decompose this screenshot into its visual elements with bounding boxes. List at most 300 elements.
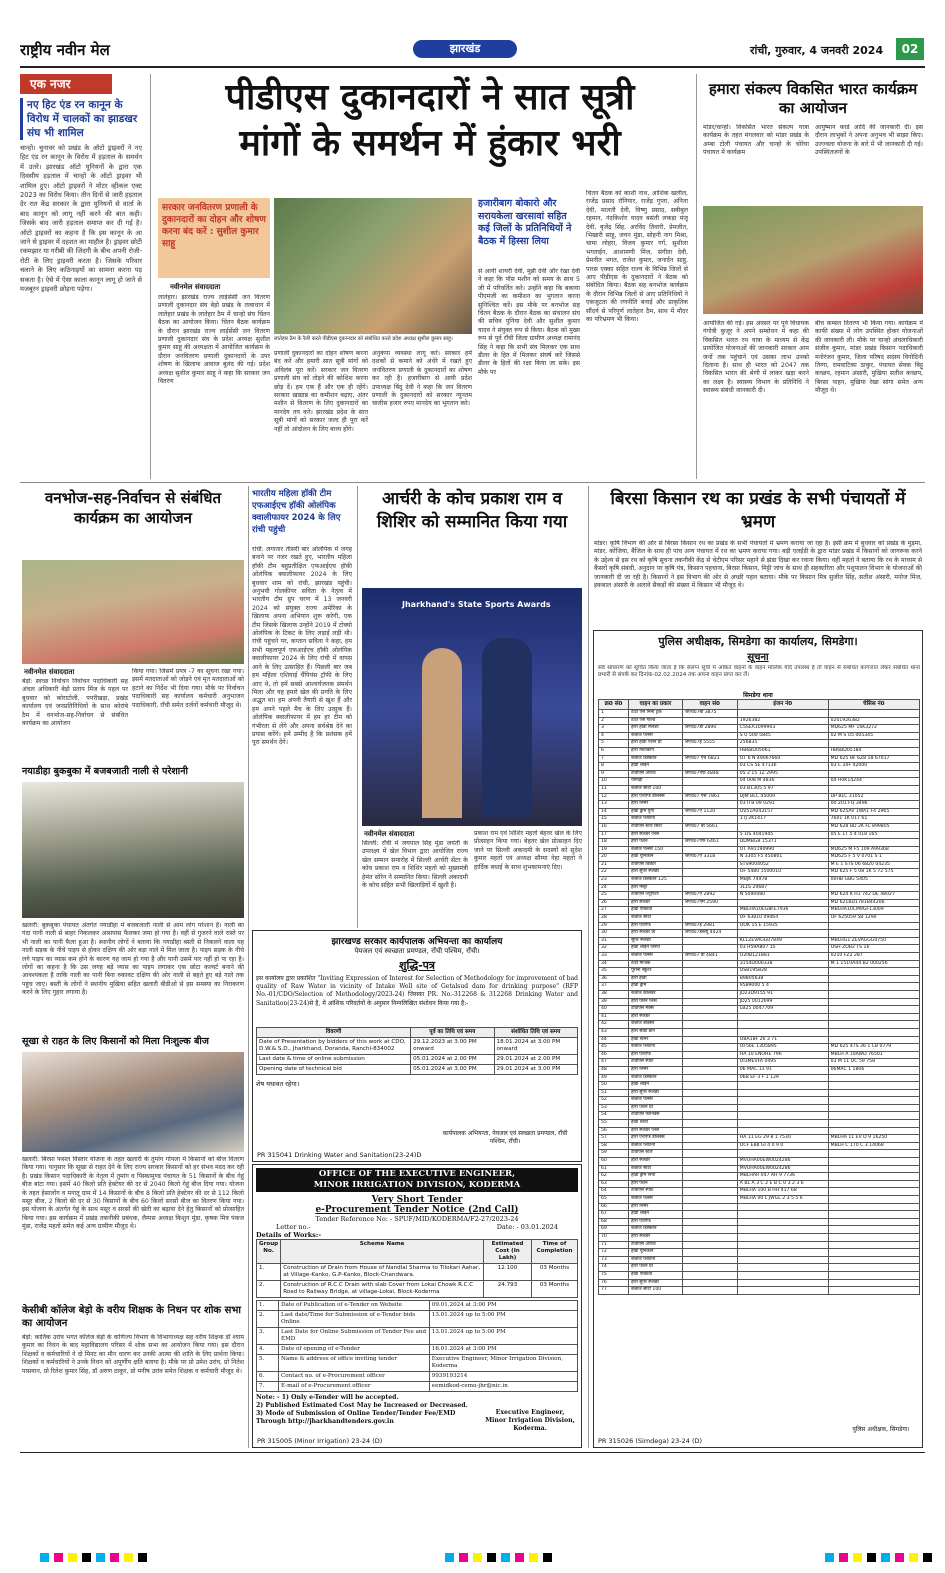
police-cell: 04 H0K14244 <box>828 778 919 786</box>
archery-banner: Jharkhand's State Sports Awards <box>402 600 551 609</box>
tender2-notes <box>256 1394 476 1426</box>
tender2-details: Details of Works:- <box>256 1231 322 1239</box>
police-cell <box>682 846 737 854</box>
police-cell <box>828 1006 919 1014</box>
police-cell: 76 <box>599 1279 629 1287</box>
police-cell: होंडा ड्रीम <box>629 983 683 991</box>
tender2-col: Time of Completion <box>532 1240 578 1264</box>
police-cell <box>828 1074 919 1082</box>
police-cell: 23 <box>599 877 629 885</box>
police-cell <box>828 975 919 983</box>
police-row <box>599 808 920 816</box>
police-sign: पुलिस अधीक्षक, सिमडेगा। <box>852 1426 910 1433</box>
police-cell <box>682 1120 737 1128</box>
police-cell: S U 500 5845 <box>737 732 828 740</box>
police-cell <box>682 907 737 915</box>
police-cell <box>682 1059 737 1067</box>
police-cell <box>737 930 828 938</box>
registration-swatch <box>501 1553 510 1562</box>
police-cell <box>737 1264 828 1272</box>
birsa-headline: बिरसा किसान रथ का प्रखंड के सभी पंचायतों में भ्रमण <box>610 489 906 532</box>
police-cell: टीवीएस स्टार <box>629 1150 683 1158</box>
police-cell: 26 <box>599 899 629 907</box>
police-cell <box>828 1256 919 1264</box>
police-cell <box>737 1112 828 1120</box>
police-cell: हीरो मेस्ट्रो <box>629 884 683 892</box>
police-row <box>599 1104 920 1112</box>
col5-body: चिंतन बैठक को काशी नाथ, आशिक खलील, राजेंद्र प्रसाद रॉनियार, राजेंद्र गुप्ता, अनिता देवी, मालती देवी, विष्णु प्रसाद, सबीबुल रहमान, नंदकिशोर यादव बसंती लकड़ा मंजू देवी, बृजेंद्र सिंह, अरविंद तिवारी, प्रेमजीत, भिखारी साहू, जयन मुंडा, सोहनी नाग मिश्रा, चामा लोहरा, विजय कुमार गर्ग, सुशीला भगताईन, आशामणी मिंज, संगीता देवी, प्रेमनीत भगत, राजेश कुमार, जनार्दन साहू, पारस एक्का सहित राज्य के विभिन्न जिलों से आए पीडीएस के दुकानदारों ने बैठक को संबोधित किया। बैठक सह बनभोज कार्यक्रम के दौरान विभिन्न जिलों से आए प्रतिनिधियों ने एकजुटता की रणनीति बनाई और प्राकृतिक सौंदर्य से परिपूर्ण लातेहार ठैम, साथ में मौदर का परिभ्रमण भी किया। <box>586 190 688 324</box>
registration-swatch <box>487 1553 496 1562</box>
police-row <box>599 892 920 900</box>
police-cell: यामाहा <box>629 778 683 786</box>
police-cell: टीवीएस अपाचे <box>629 770 683 778</box>
police-cell <box>682 1158 737 1166</box>
registration-swatch <box>445 1553 454 1562</box>
police-row <box>599 1287 920 1295</box>
police-cell: 68 <box>599 1218 629 1226</box>
police-cell <box>828 1249 919 1257</box>
tender2-schedule-cell: 4. <box>257 1345 279 1355</box>
police-row <box>599 968 920 976</box>
police-cell: 04 008 M 4836 <box>737 778 828 786</box>
lead-body-3: अनुकंपा व्यवस्था लागू करें। सरकार हमें दशकों से कमाने को अंधेरे में रखते हुए जनवितरण प्रणाली के दुकानदारों का शोषण कर रही है। हजारीबाग से आयी प्रदेश उपाध्यक्ष बिंदु देवी ने कहा कि जन वितरण प्रणाली के दुकानदारों को सरकार न्यूनतम चालीस हजार रुपए मानदेय का भुगतान करे। <box>372 350 472 408</box>
registration-swatch <box>895 1553 904 1562</box>
police-col: वाहन सं0 <box>682 700 737 710</box>
tender2-schedule-cell: 6. <box>257 1372 279 1382</box>
police-cell <box>737 1256 828 1264</box>
police-cell: हीरो स्प्लेंडर <box>629 1158 683 1166</box>
police-cell: 67 <box>599 1211 629 1219</box>
tender2-schedule <box>256 1300 578 1392</box>
college-headline: केसीबी कॉलेज बेड़ो के वरीय शिक्षक के निधन पर शोक सभा का आयोजन <box>22 1305 241 1329</box>
police-cell: M 1 1510A44 B2 000256 <box>828 960 919 968</box>
police-cell: जेएच07ई 2981 <box>682 922 737 930</box>
police-cell <box>828 770 919 778</box>
police-col: इंजन नं0 <box>737 700 828 710</box>
police-cell <box>828 1264 919 1272</box>
police-cell: 06 MAC 13 91 <box>737 1066 828 1074</box>
police-cell <box>737 1120 828 1128</box>
police-row <box>599 1089 920 1097</box>
police-cell: 2 <box>599 717 629 725</box>
police-row <box>599 922 920 930</box>
police-cell <box>828 1127 919 1135</box>
right-top-body-4: बीच कम्बल वितरण भी किया गया। कार्यक्रम में काफी संख्या में लोग उपस्थित होकर योजनाओं की जानकारी ली। मौके पर चान्हो अंचलाधिकारी संजीव कुमार, मांडर प्रखंड किसान पदाधिकारी मनोरंजन कुमार, जिला परिषद सदस्य विनोदिनी तिग्गा, रामवाटिका ठाकुर, पंचायत सेवक बिट्टू कच्छप, रहमान अंसारी, मुखिया सतीश कच्छप, बिरसा पाहन, मुखिया रेखा सांगा समेत अन्य मौजूद थे। <box>815 320 923 395</box>
police-row <box>599 1158 920 1166</box>
police-cell <box>828 1013 919 1021</box>
police-row <box>599 983 920 991</box>
police-row <box>599 953 920 961</box>
police-row <box>599 1256 920 1264</box>
police-cell: OOK 15 E 15935 <box>737 922 828 930</box>
police-cell: 60 <box>599 1158 629 1166</box>
registration-swatch <box>853 1553 862 1562</box>
police-cell <box>682 717 737 725</box>
police-row <box>599 839 920 847</box>
police-cell: HA 11 EG 29 8 1 7530 <box>737 1135 828 1143</box>
police-cell <box>828 922 919 930</box>
police-cell: 52 <box>599 1097 629 1105</box>
police-row <box>599 1066 920 1074</box>
police-cell: 32 <box>599 945 629 953</box>
tender2-schedule-cell: 1. <box>257 1301 279 1311</box>
police-row <box>599 1082 920 1090</box>
police-cell: MD625 M F5 109 A99368 <box>828 846 919 854</box>
police-cell: 20 <box>599 854 629 862</box>
police-cell: 65 <box>599 1196 629 1204</box>
police-row <box>599 1271 920 1279</box>
police-cell <box>682 960 737 968</box>
police-cell <box>682 1082 737 1090</box>
section-rule <box>20 482 925 483</box>
police-row <box>599 1226 920 1234</box>
police-row <box>599 1279 920 1287</box>
tender2-cell: 12.100 <box>484 1264 532 1281</box>
vanbhoj-byline: नवीनमेल संवाददाता <box>24 668 75 676</box>
police-cell: हीरो एचएफ डीलक्स <box>629 793 683 801</box>
police-cell <box>682 983 737 991</box>
police-cell: पुराना स्कूटर <box>629 968 683 976</box>
police-col: चेसिस नं0 <box>828 700 919 710</box>
police-cell: बजाज प्लेटिना <box>629 1256 683 1264</box>
tender2-office-banner <box>256 1168 578 1192</box>
tender2-schedule-cell: eemidkod-cemu-jhr@nic.in <box>429 1382 577 1392</box>
tender2-table <box>256 1239 578 1298</box>
police-row <box>599 945 920 953</box>
police-cell: JD23D9155 91 <box>737 990 828 998</box>
police-cell <box>682 1203 737 1211</box>
police-cell <box>737 1211 828 1219</box>
police-cell <box>682 801 737 809</box>
police-cell: हीरो पैशन प्रो <box>629 1104 683 1112</box>
police-cell <box>682 1074 737 1082</box>
tender2-schedule-cell: Contact no. of e-Procurement officer <box>279 1372 430 1382</box>
police-cell: जेएच07 बी 5661 <box>682 823 737 831</box>
police-cell: बजाज प्लेटिना <box>629 1044 683 1052</box>
registration-swatch <box>881 1553 890 1562</box>
police-row <box>599 1142 920 1150</box>
police-cell <box>682 945 737 953</box>
tender2-schedule-row <box>257 1345 578 1355</box>
registration-swatch <box>68 1553 77 1562</box>
police-cell: OV51A043157 <box>737 808 828 816</box>
police-cell: 5 1IS 4041945 <box>737 831 828 839</box>
police-row <box>599 1233 920 1241</box>
registration-swatch <box>54 1553 63 1562</box>
police-cell <box>682 884 737 892</box>
police-row <box>599 1196 920 1204</box>
police-cell <box>828 1241 919 1249</box>
police-cell: MD625 MF 16K3272 <box>828 725 919 733</box>
tender2-schedule-cell: 2. <box>257 1311 279 1328</box>
col-divider <box>588 486 589 1448</box>
police-cell: OT 6 N 49067660 <box>737 755 828 763</box>
police-row <box>599 1097 920 1105</box>
police-cell <box>737 1104 828 1112</box>
police-cell <box>682 1013 737 1021</box>
tender2-schedule-cell: 5. <box>257 1355 279 1372</box>
police-cell <box>828 990 919 998</box>
police-row <box>599 1135 920 1143</box>
bottom-rule <box>20 1452 925 1453</box>
police-cell: 50 <box>599 1082 629 1090</box>
police-cell: 7601 1K 017 61 <box>828 816 919 824</box>
police-intro: सर्व साधारण को सूचित किया जाता है कि संलग्न सूची में अंकित वाहनों के वाहन मालिक यदि उपलब्ध है तो वाहन से संबंधित कागजात लेकर संबंधित थाना प्रभारी से संपर्क कर दिनांक-02.02.2024 तक अपना वाहन प्राप्त कर लें। <box>598 665 920 679</box>
police-cell: MD 628 BD 2K FL 899805 <box>828 823 919 831</box>
police-cell: हीरो स्प्लेंडर प्रो <box>629 930 683 938</box>
police-row <box>599 960 920 968</box>
lead-byline: नवीनमेल संवाददाता <box>170 283 221 291</box>
police-cell <box>682 747 737 755</box>
police-cell <box>682 1173 737 1181</box>
police-cell: MBLH C 170 C 3 14068 <box>828 1142 919 1150</box>
police-cell: हीरो एचएफ <box>629 1051 683 1059</box>
tender2-cell: 1. <box>257 1264 281 1281</box>
police-row <box>599 1218 920 1226</box>
police-cell <box>828 1036 919 1044</box>
police-cell: 1 IJ 2K1417 <box>737 816 828 824</box>
tender2-schedule-cell: E-mail of e-Procurement officer <box>279 1382 430 1392</box>
police-cell: 22 <box>599 869 629 877</box>
registration-swatch <box>96 1553 105 1562</box>
registration-swatch <box>909 1553 918 1562</box>
tender2-col: Group No. <box>257 1240 281 1264</box>
police-row <box>599 1127 920 1135</box>
police-cell: MD 624 K H1 742 DE 48027 <box>828 892 919 900</box>
police-cell: OSB195828 <box>737 968 828 976</box>
police-cell <box>682 1044 737 1052</box>
right-top-body-2: आयुष्मान कार्ड आदि की जानकारी दी। इस दौरान लाभुकों ने अपना अनुभव भी साझा किए। उज्ज्वला योजना के बारे में भी जानकारी दी गई। उपस्थितजनों के <box>815 124 923 157</box>
police-cell <box>682 1180 737 1188</box>
police-cell: 36 <box>599 975 629 983</box>
police-cell: 30 <box>599 930 629 938</box>
police-cell <box>828 968 919 976</box>
police-cell: 1926382 <box>737 717 828 725</box>
police-cell: 40 <box>599 1006 629 1014</box>
police-cell: MVUHA00EW0024286 <box>737 1165 828 1173</box>
police-cell: 9 <box>599 770 629 778</box>
police-cell: MBLHA10EG8FE7936 <box>737 907 828 915</box>
tender2-note: Note: - 1) Only e-Tender will be accepted. <box>256 1394 399 1401</box>
police-cell: 38 <box>599 990 629 998</box>
section-label: झारखंड <box>413 40 517 58</box>
police-cell: 03 C 20F 42000 <box>828 763 919 771</box>
tender2-schedule-cell: Name & address of office inviting tender <box>279 1355 430 1372</box>
police-cell: 0210 FZ2 287 <box>828 953 919 961</box>
police-cell: 00HB GBG 5405 <box>828 877 919 885</box>
police-cell: OCF E88 GI 4 0 9 0 <box>737 1142 828 1150</box>
police-cell: बजाज प्लेटिना <box>629 816 683 824</box>
tender2-schedule-cell: 09.01.2024 at 3:00 PM <box>429 1301 577 1311</box>
police-cell: 256835 <box>737 740 828 748</box>
sidebar-body: चान्हो। चुनावर को प्रखंड के ऑटो ड्राइवरों ने नए हिट एंड रन कानून के विरोध में हड़ताल के समर्थन में उतरे। झारखंड ऑटो यूनियनों के द्वारा एक दिवसीय हड़ताल में चान्हो के ऑटो ड्राइवर भी शामिल हुए। ऑटो ड्राइवरों ने मोटर व्हीकल एक्ट 2023 का विरोध किया। तीन दिनों से जारी हड़ताल देर रात केंद्र सरकार के द्वारा यूनियनों से वार्ता के बाद कानून को लागू नहीं करने की बात कही। जिसके बाद जारी हड़ताल समाप्त कर दी गई है। ऑटो ड्राइवरों का कहना है कि इस कानून के आ जाने से ड्राइवर में दहशत का माहौल है। ड्राइवर छोटी रकमझार या गरीबी की जिंदगी के बीच अपनी रोजी-रोटी के लिए ड्राइवरी करता है। जिसके परिवार चलाने के लिए कठिनाइयों का सामना करना पड़ सकता है। ऐसे में ऐसा काला कानून लागू हो जाने से मजबूरन ड्राइवरी छोड़ना पड़ेगा। <box>20 144 142 294</box>
vanbhoj-headline: वनभोज-सह-निर्वाचन से संबंधित कार्यक्रम का आयोजन <box>44 489 222 527</box>
police-cell: MBLHG1 ZEVAGGG0750 <box>828 937 919 945</box>
tender2-schedule-row <box>257 1311 578 1328</box>
police-cell: OF 63810 09464 <box>737 915 828 923</box>
police-cell <box>828 930 919 938</box>
police-cell <box>682 831 737 839</box>
col-divider <box>150 74 151 479</box>
police-cell: N 3305 F5 450801 <box>737 854 828 862</box>
tender1-cell: 18.01.2024 at 3.00 PM onward <box>494 1038 577 1055</box>
police-cell: हीरो होंडा स्प्लेंडर <box>629 725 683 733</box>
police-cell: 59 <box>599 1150 629 1158</box>
police-cell: टीवीएस स्पोर्ट <box>629 1059 683 1067</box>
police-cell: 18 <box>599 839 629 847</box>
police-cell <box>828 1089 919 1097</box>
police-cell <box>828 1279 919 1287</box>
tender2-col: Scheme Name <box>281 1240 484 1264</box>
police-cell: 1 <box>599 710 629 718</box>
police-cell <box>828 1226 919 1234</box>
police-cell: जेएच07 डी 4841 <box>682 953 737 961</box>
police-cell: HB6BD05184 <box>828 747 919 755</box>
police-cell: M E 1 STS 06 6820 04235 <box>828 861 919 869</box>
police-cell: 6 <box>599 747 629 755</box>
police-cell <box>682 1211 737 1219</box>
vanbhoj-photo <box>22 560 244 664</box>
tender2-schedule-row <box>257 1382 578 1392</box>
right-top-body-3: आयोजित की गई। इस अवसर पर पूर्व विधायक गंगोत्री कुजूर ने अपने सम्बोधन में कहा की विकसित भारत रथ यात्रा के माध्यम से केंद्र प्रायोजित योजनाओं की जानकारी सरकार आम जनों तक पहुंचाने एवं उसका लाभ उनको दिलाना है। साथ ही भारत को 2047 तक विकसित भारत की श्रेणी में लाकर खड़ा करने का लक्ष्य है। स्वास्थ्य विभाग के प्रतिनिधि ने स्वास्थ्य संबंधी जानकारी दी। <box>703 320 809 395</box>
police-cell: हीरो ग्लैमर <box>629 1203 683 1211</box>
police-cell: 31 <box>599 937 629 945</box>
seeds-headline: सूखा से राहत के लिए किसानों को मिला निःशुल्क बीज <box>22 1036 209 1047</box>
police-cell <box>682 1135 737 1143</box>
police-row <box>599 793 920 801</box>
police-cell: 10 <box>599 778 629 786</box>
police-cell <box>828 1165 919 1173</box>
registration-swatch <box>138 1553 147 1562</box>
police-row <box>599 1028 920 1036</box>
police-cell: 11 <box>599 785 629 793</box>
police-cell: बजाज कैलिबर <box>629 990 683 998</box>
police-cell: MD 621BD1781B44206 <box>828 899 919 907</box>
tender2-cell: Construction of Drain from House of Nandlal Sharma to Tilokari Aahar, at Village-Kanko, G.P-Kanko, Block-Chandwara. <box>281 1264 484 1281</box>
tender1-subtitle: पेयजल एवं स्वच्छता प्रमण्डल, राँची पश्चिम, राँची। <box>354 947 480 955</box>
police-cell: MBLHA 00 L JWGL 2 3 5 5 6 <box>737 1196 828 1204</box>
tender1-body: इस कार्यालय द्वारा प्रकाशित "Inviting Expression of Interest for Selection of Methodology for improvement of bad quality of Raw Water in vicinity of Intake Well site of Getalsud dam for drinking purpose" (RFP No.-01/CDO/Selection of Methodology/2023-24) जिसका PR. No.-312268 & 312268 Drinking Water and Sanitation(23-24)से है, में आंशिक परिवर्तनों के अनुसार निम्नलिखित संशोधन किया गया है:- <box>256 975 578 1007</box>
archery-body-1: सिल्ली: राँची में जयपाल सिंह मुंडा जयंती के उपलक्ष्य में खेल विभाग द्वारा आयोजित राज्य खेल सम्मान समारोह में सिल्ली आर्चरी सेंटर के कोच प्रकाश राम व शिशिर महतो को मुख्यमंत्री हेमंत सोरेन ने सम्मानित किया। सिल्ली अकादमी के कोच सहित सभी खिलाड़ियों में खुशी है। <box>362 840 468 890</box>
tender2-schedule-cell: 7. <box>257 1382 279 1392</box>
police-row <box>599 930 920 938</box>
police-row <box>599 877 920 885</box>
tender2-schedule-row <box>257 1328 578 1345</box>
tender2-office-1: OFFICE OF THE EXECUTIVE ENGINEER, <box>318 1169 516 1179</box>
police-cell: 48 <box>599 1066 629 1074</box>
police-cell: बजाज पल्सर <box>629 732 683 740</box>
police-cell <box>737 710 828 718</box>
registration-swatch <box>82 1553 91 1562</box>
police-cell <box>682 1150 737 1158</box>
police-cell: जेएच07डब्ल्यू 4424 <box>682 930 737 938</box>
police-cell <box>682 1218 737 1226</box>
police-cell <box>682 1188 737 1196</box>
police-cell: 05 2 15 1Z 2995 <box>737 770 828 778</box>
police-cell: DP BLC 31052 <box>828 793 919 801</box>
police-cell: 05 E 1T 5 4 018 165 <box>828 831 919 839</box>
registration-swatch <box>473 1553 482 1562</box>
nala-photo <box>22 782 244 918</box>
col-divider <box>357 486 358 928</box>
lead-body-1: लातेहार। झारखंड राज्य लाईसेंसी जन वितरण प्रणाली दुकानदार संघ बेड़ो प्रखंड के तत्वाधान में लातेहार प्रखंड के लातेहार ठैम में चान्हो संघ चिंतन बैठक का आयोजन किया। चिंतन बैठक कार्यक्रम के दौरान झारखंड राज्य लाईसेंसी जन वितरण प्रणाली दुकानदार संघ के प्रदेश अध्यक्ष सुशील कुमार साहू की अध्यक्षता में आयोजित कार्यक्रम के दौरान जनवितरण प्रणाली दुकानदारों के उपर शोषण के खिलाफ आवाज बुलंद की गई। प्रदेश अध्यक्ष सुशील कुमार साहू ने कहा कि सरकार जन वितरण <box>158 294 270 386</box>
police-cell <box>828 998 919 1006</box>
college-body: बेड़ो: कार्तिक उरांव भगत कॉलेज बेड़ो के वाणिज्य विभाग के विभागाध्यक्ष सह वरीय शिक्षक डॉ श्याम कुमार का निधन के बाद महाविद्यालय परिसर में शोक सभा का आयोजन किया गया। इस दौरान शिक्षकों व कर्मचारियों ने दो मिनट का मौन धारण कर उनकी आत्मा की शांति के लिए प्रार्थना किया। शिक्षकों व कर्मचारियों ने उनके निधन को अपूर्णीय क्षति बताया है। मौके पर प्रो उमेश उरांव, प्रो नितेश पासवान, प्रो रितेश कुमार सिंह, डॉ अरुण ठाकुर, प्रो मनीष उरांव समेत शिक्षक व कर्मचारी मौजूद थे। <box>22 1334 244 1375</box>
police-cell: बजाज सीटी <box>629 1165 683 1173</box>
registration-swatch <box>543 1553 552 1562</box>
police-cell: बजाज पल्सर <box>629 1097 683 1105</box>
police-cell <box>737 1226 828 1234</box>
police-cell: 24 <box>599 884 629 892</box>
police-cell: 77 <box>599 1287 629 1295</box>
police-cell <box>828 983 919 991</box>
police-cell <box>828 1218 919 1226</box>
police-cell: जेएच07एफ 4848 <box>682 770 737 778</box>
police-row <box>599 1203 920 1211</box>
tender2-cell: 2. <box>257 1281 281 1298</box>
registration-swatch <box>515 1553 524 1562</box>
police-cell <box>682 1241 737 1249</box>
police-cell: 47 <box>599 1059 629 1067</box>
police-cell: MBLHA10CM9GF13009 <box>828 907 919 915</box>
police-cell: MD 625 47S 36 1 CB 0779 <box>828 1044 919 1052</box>
police-table <box>598 699 920 1295</box>
police-row <box>599 770 920 778</box>
police-row <box>599 763 920 771</box>
tender1-pr: PR 315041 Drinking Water and Sanitation(23-24)D <box>257 1151 422 1159</box>
police-cell <box>682 778 737 786</box>
police-cell: 4 <box>599 732 629 740</box>
police-cell: टाटा एस मिनी ट्रक <box>629 710 683 718</box>
police-row <box>599 1264 920 1272</box>
police-cell <box>682 975 737 983</box>
police-cell: 00 201 FQ 3496 <box>828 801 919 809</box>
tender1-cell: 29.01.2024 at 3.00 PM <box>494 1065 577 1075</box>
masthead <box>20 38 925 68</box>
tender2-schedule-cell: Last Date for Online Submission of Tender Fee and EMD <box>279 1328 430 1345</box>
police-cell <box>682 1287 737 1295</box>
registration-swatch <box>867 1553 876 1562</box>
police-cell <box>828 1104 919 1112</box>
registration-swatch <box>839 1553 848 1562</box>
police-cell <box>828 1120 919 1128</box>
police-cell <box>682 1249 737 1257</box>
police-cell: 49 <box>599 1074 629 1082</box>
police-cell: HB6BD05061 <box>737 747 828 755</box>
police-cell: 43 <box>599 1028 629 1036</box>
police-row <box>599 801 920 809</box>
tender2-schedule-row <box>257 1372 578 1382</box>
police-cell <box>737 1279 828 1287</box>
police-row <box>599 755 920 763</box>
tender1-col: संशोधित तिथि एवं समय <box>494 1028 577 1038</box>
tender1-cell: 29.12.2023 at 3.00 PM onward <box>411 1038 494 1055</box>
police-cell: बजाज पल्सर 150 <box>629 846 683 854</box>
police-cell: बजाज डिस्कवर <box>629 1226 683 1234</box>
police-cell <box>737 1203 828 1211</box>
police-row <box>599 747 920 755</box>
police-cell <box>828 740 919 748</box>
tender1-table <box>256 1027 578 1075</box>
police-cell: टीवीएस ज्यूपिटर <box>629 892 683 900</box>
police-cell <box>737 1233 828 1241</box>
police-cell <box>682 998 737 1006</box>
police-cell: हीरो पैशन <box>629 839 683 847</box>
police-cell <box>682 869 737 877</box>
police-row <box>599 785 920 793</box>
police-row <box>599 1006 920 1014</box>
tender2-schedule-cell: 3. <box>257 1328 279 1345</box>
